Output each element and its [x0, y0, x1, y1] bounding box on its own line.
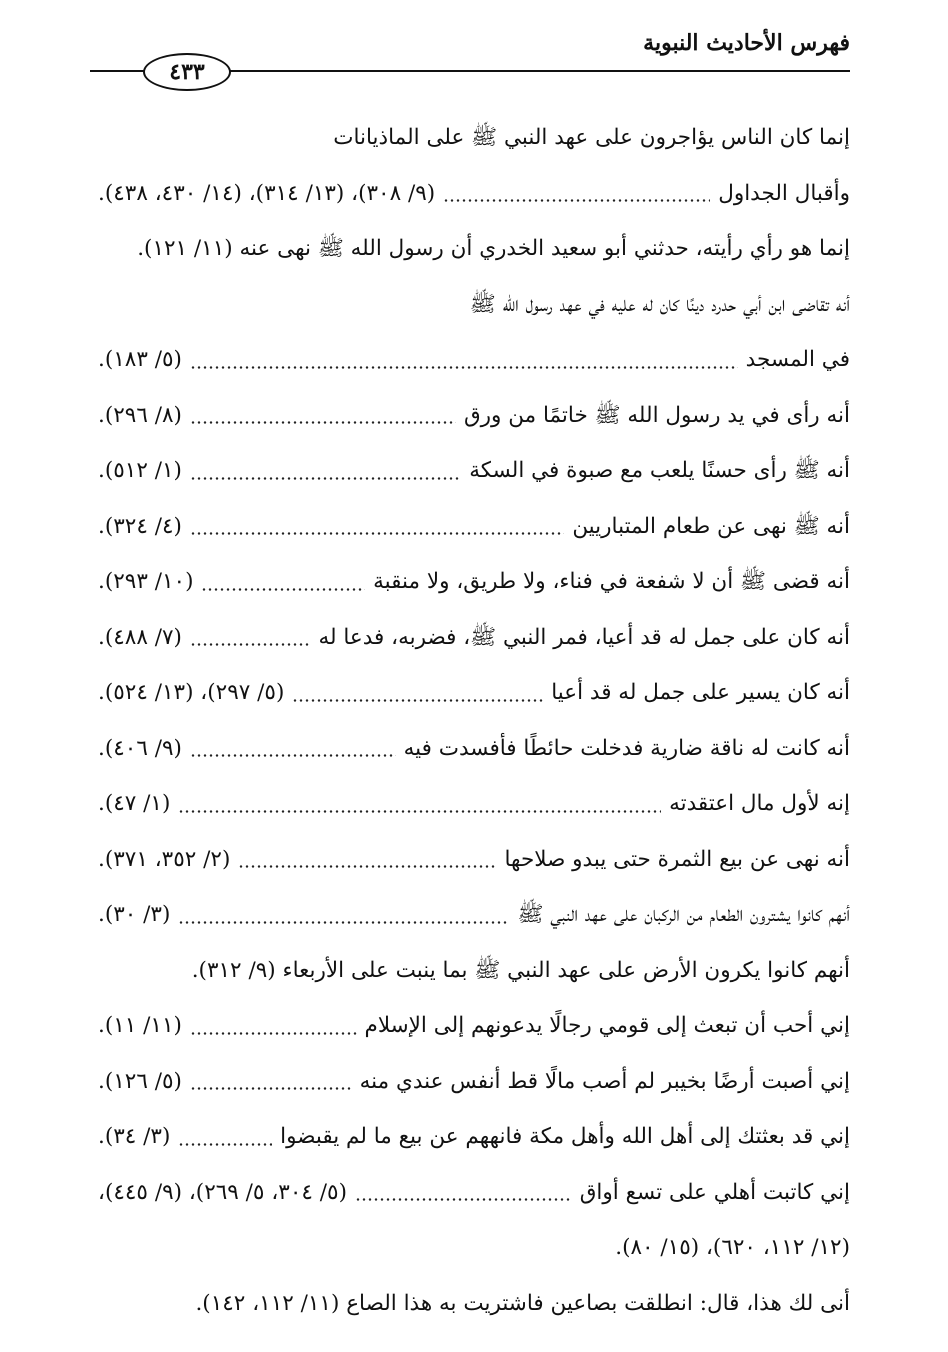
hadith-text: أنهم كانوا يشترون الطعام من الركبان على عهد النبي ﷺ — [517, 902, 850, 927]
hadith-text: أنه كان يسير على جمل له قد أعيا — [551, 680, 850, 705]
index-line: أنهم كانوا يكرون الأرض على عهد النبي ﷺ بما ينبت على الأربعاء (٩/ ٣١٢). — [191, 957, 850, 983]
hadith-text: إني قد بعثتك إلى أهل الله وأهل مكة فانههم عن بيع ما لم يقبضوا — [280, 1124, 850, 1149]
index-line: (١٢/ ١١٢، ٦٢٠)، (١٥/ ٨٠). — [615, 1235, 850, 1260]
hadith-text: إنه لأول مال اعتقدته — [669, 791, 850, 816]
volume-page-reference: (٥/ ٢٩٧)، (١٣/ ٥٢٤). — [98, 680, 285, 705]
dot-leader — [190, 1032, 357, 1035]
hadith-text: أنه كان على جمل له قد أعيا، فمر النبي ﷺ، فضربه، فدعا له — [318, 624, 850, 650]
index-line — [98, 618, 850, 658]
volume-page-reference: (٥/ ١٢٦). — [98, 1068, 182, 1094]
index-line — [98, 396, 850, 436]
dot-leader — [201, 588, 365, 591]
volume-page-reference: (١/ ٥١٢). — [98, 458, 182, 483]
index-line — [98, 340, 850, 380]
running-header-title: فهرس الأحاديث النبوية — [643, 30, 850, 56]
volume-page-reference: (٩/ ٣٠٨)، (١٣/ ٣١٤)، (١٤/ ٤٣٠، ٤٣٨). — [98, 180, 436, 206]
dot-leader — [178, 921, 509, 924]
hadith-text: أنه كانت له ناقة ضارية فدخلت حائطًا فأفسدت فيه — [403, 735, 850, 761]
hadith-text: إني أحب أن تبعث إلى قومي رجالًا يدعونهم إلى الإسلام — [364, 1013, 850, 1038]
volume-page-reference: (٩/ ٤٠٦). — [98, 735, 182, 761]
volume-page-reference: (٨/ ٢٩٦). — [98, 402, 182, 428]
volume-page-reference: (١/ ٤٧). — [98, 791, 171, 816]
index-line — [98, 1117, 850, 1157]
dot-leader — [178, 1143, 272, 1146]
dot-leader — [355, 1198, 572, 1201]
dot-leader — [190, 643, 311, 646]
volume-page-reference: (١١/ ١١). — [98, 1013, 182, 1038]
index-line — [98, 673, 850, 713]
index-line: أنى لك هذا، قال: انطلقت بصاعين فاشتريت به هذا الصاع (١١/ ١١٢، ١٤٢). — [195, 1290, 850, 1316]
index-line — [98, 1173, 850, 1213]
dot-leader — [178, 810, 661, 813]
dot-leader — [190, 754, 396, 757]
index-line — [98, 729, 850, 769]
index-line — [98, 895, 850, 935]
volume-page-reference: (١٠/ ٢٩٣). — [98, 569, 194, 594]
page-number: ٤٣٣ — [143, 53, 231, 91]
hadith-text: أنه ﷺ نهى عن طعام المتباريين — [572, 513, 850, 539]
volume-page-reference: (٥/ ١٨٣). — [98, 347, 182, 372]
index-line — [98, 1006, 850, 1046]
index-line — [98, 562, 850, 602]
hadith-text: إني كاتبت أهلي على تسع أواق — [579, 1179, 850, 1205]
hadith-text: وأقبال الجداول — [718, 180, 850, 206]
dot-leader — [443, 199, 710, 202]
index-line — [98, 1062, 850, 1102]
volume-page-reference: (٥/ ٣٠٤، ٥/ ٢٦٩)، (٩/ ٤٤٥)، — [98, 1179, 347, 1205]
hadith-text: أنه ﷺ رأى حسنًا يلعب مع صبوة في السكة — [469, 458, 850, 483]
volume-page-reference: (٧/ ٤٨٨). — [98, 624, 182, 650]
dot-leader — [190, 477, 461, 480]
hadith-text: إني أصبت أرضًا بخيبر لم أصب مالًا قط أنفس عندي منه — [359, 1068, 850, 1094]
dot-leader — [292, 699, 543, 702]
hadith-text: أنه قضى ﷺ أن لا شفعة في فناء، ولا طريق، ولا منقبة — [373, 569, 850, 594]
index-line — [98, 840, 850, 880]
volume-page-reference: (٣/ ٣٤). — [98, 1124, 171, 1149]
index-line: إنما هو رأي رأيته، حدثني أبو سعيد الخدري أن رسول الله ﷺ نهى عنه (١١/ ١٢١). — [137, 236, 850, 261]
index-line — [98, 174, 850, 214]
index-line: أنه تقاضى ابن أبي حدرد دينًا كان له عليه في عهد رسول الله ﷺ — [469, 291, 850, 317]
index-line — [98, 784, 850, 824]
dot-leader — [190, 1087, 352, 1090]
index-line — [98, 451, 850, 491]
hadith-text: في المسجد — [745, 347, 850, 372]
index-line: إنما كان الناس يؤاجرون على عهد النبي ﷺ على الماذيانات — [333, 125, 850, 150]
hadith-text: أنه رأى في يد رسول الله ﷺ خاتمًا من ورق — [463, 402, 850, 428]
volume-page-reference: (٣/ ٣٠). — [98, 902, 171, 927]
dot-leader — [238, 865, 496, 868]
dot-leader — [190, 366, 738, 369]
volume-page-reference: (٤/ ٣٢٤). — [98, 513, 182, 539]
index-line — [98, 507, 850, 547]
dot-leader — [190, 532, 564, 535]
dot-leader — [190, 421, 456, 424]
volume-page-reference: (٢/ ٣٥٢، ٣٧١). — [98, 846, 231, 872]
hadith-text: أنه نهى عن بيع الثمرة حتى يبدو صلاحها — [504, 846, 850, 872]
